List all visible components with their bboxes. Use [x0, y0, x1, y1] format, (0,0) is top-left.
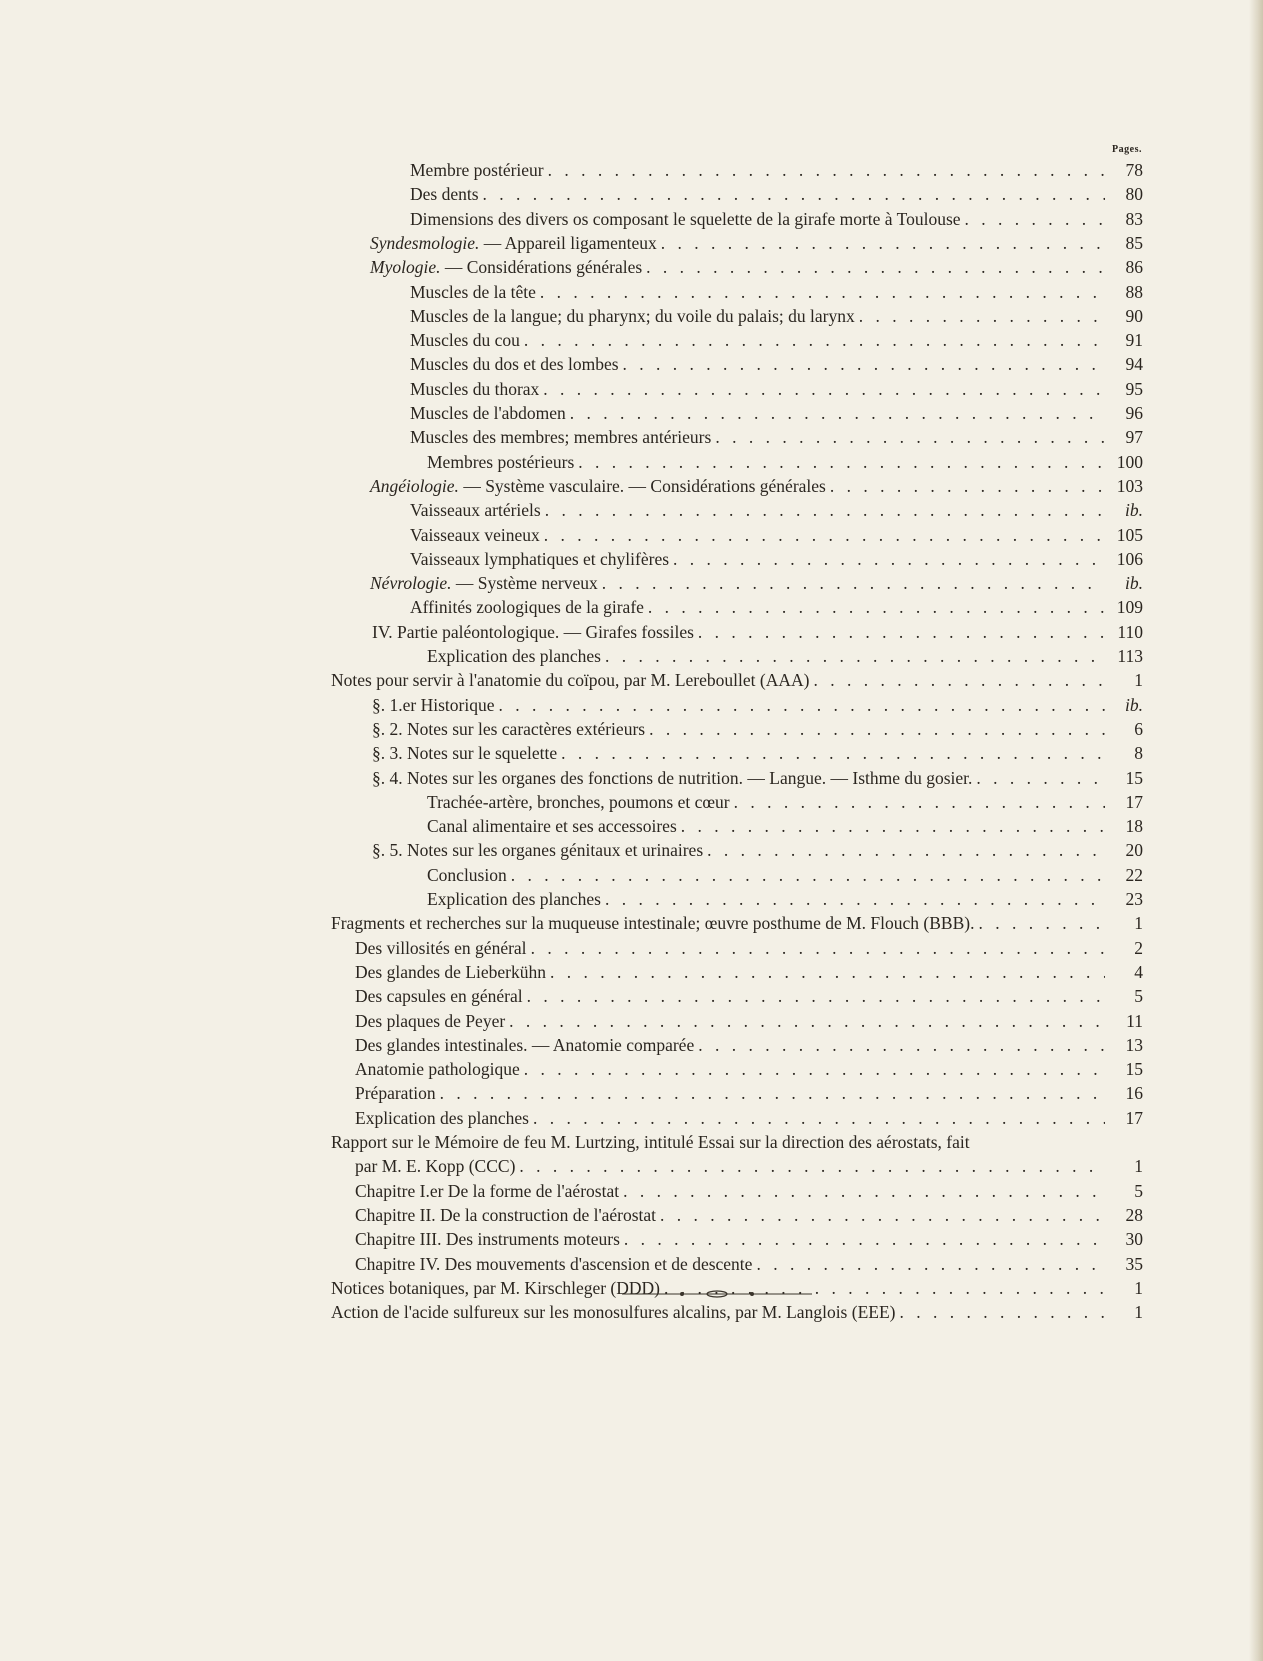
- dot-leader: [550, 960, 1105, 984]
- dot-leader: [649, 717, 1105, 741]
- toc-entry-page: 103: [1116, 475, 1143, 496]
- dot-leader: [548, 158, 1105, 182]
- toc-entry-title: Conclusion: [427, 864, 507, 885]
- dot-leader: [605, 887, 1105, 911]
- toc-entry-title: Chapitre II. De la construction de l'aérostat: [355, 1204, 657, 1225]
- dot-leader: [540, 280, 1105, 304]
- toc-entry-page: 80: [1125, 184, 1143, 205]
- toc-entry-page: 15: [1125, 1059, 1143, 1080]
- toc-entry-page: 106: [1116, 548, 1143, 569]
- toc-entry-title: Vaisseaux veineux: [410, 524, 540, 545]
- dot-leader: [646, 255, 1105, 279]
- dot-leader: [673, 547, 1105, 571]
- toc-entry: [355, 984, 1143, 1008]
- toc-entry: [410, 595, 1143, 619]
- toc-entry: [355, 1203, 1143, 1227]
- toc-entry: [410, 328, 1143, 352]
- toc-entry-page: 86: [1125, 257, 1143, 278]
- toc-entry-page: 13: [1125, 1034, 1143, 1055]
- toc-entry-page: 113: [1117, 646, 1143, 666]
- toc-entry: [427, 790, 1143, 814]
- toc-entry: [355, 1033, 1143, 1057]
- toc-entry-page: 94: [1125, 354, 1143, 375]
- toc-entry-title: §. 5. Notes sur les organes génitaux et urinaires: [372, 840, 704, 861]
- toc-entry: [410, 280, 1143, 304]
- toc-entry: [372, 766, 1143, 790]
- toc-entry-page: 91: [1125, 330, 1143, 351]
- toc-entry-page: 15: [1125, 767, 1143, 788]
- toc-entry-page: 30: [1125, 1229, 1143, 1250]
- dot-leader: [756, 1252, 1105, 1276]
- toc-entry-title: §. 1.er Historique: [372, 694, 495, 715]
- toc-entry-page: ib.: [1125, 500, 1143, 521]
- toc-entry: [427, 887, 1143, 911]
- toc-entry-title: Angéiologie. — Système vasculaire. — Considérations générales: [370, 475, 826, 496]
- dot-leader: [527, 984, 1105, 1008]
- toc-entry-title: Muscles de la langue; du pharynx; du voile du palais; du larynx: [410, 305, 855, 326]
- toc-entry: [372, 838, 1143, 862]
- toc-entry-page: 8: [1134, 743, 1143, 764]
- dot-leader: [570, 401, 1105, 425]
- toc-entry: [355, 1106, 1143, 1130]
- dot-leader: [707, 838, 1105, 862]
- toc-entry: [372, 693, 1143, 717]
- toc-entry-page: 5: [1134, 986, 1143, 1007]
- toc-entry-title: Des plaques de Peyer: [355, 1010, 506, 1031]
- toc-entry: [372, 717, 1143, 741]
- dot-leader: [734, 790, 1105, 814]
- toc-entry-title: Notices botaniques, par M. Kirschleger (DDD): [331, 1277, 661, 1298]
- dot-leader: [524, 328, 1105, 352]
- toc-entry: [410, 523, 1143, 547]
- toc-entry-title: Rapport sur le Mémoire de feu M. Lurtzing, intitulé Essai sur la direction des aérostats, fait: [331, 1132, 970, 1152]
- toc-entry-title: §. 4. Notes sur les organes des fonctions de nutrition. — Langue. — Isthme du gosier.: [372, 767, 973, 788]
- toc-entry-title: Explication des planches: [427, 889, 601, 909]
- toc-entry-title: Préparation: [355, 1083, 436, 1104]
- toc-entry-page: ib.: [1125, 573, 1143, 594]
- toc-entry: [427, 863, 1143, 887]
- toc-entry: [410, 158, 1143, 182]
- dot-leader: [533, 1106, 1105, 1130]
- toc-entry-page: 100: [1116, 451, 1143, 472]
- dot-leader: [519, 1154, 1105, 1178]
- dot-leader: [602, 571, 1105, 595]
- toc-entry: [370, 255, 1143, 279]
- toc-entry-page: 90: [1125, 305, 1143, 326]
- toc-entry-page: 1: [1134, 913, 1143, 934]
- toc-entry-title: Muscles du cou: [410, 330, 520, 351]
- dot-leader: [578, 450, 1105, 474]
- toc-entry: [355, 1081, 1143, 1105]
- toc-entry-title: Anatomie pathologique: [355, 1059, 520, 1080]
- toc-entry: [427, 814, 1143, 838]
- dot-leader: [859, 304, 1105, 328]
- dot-leader: [544, 523, 1105, 547]
- toc-entry: [355, 1154, 1143, 1178]
- dot-leader: [661, 231, 1105, 255]
- toc-entry-title: Fragments et recherches sur la muqueuse intestinale; œuvre posthume de M. Flouch (BBB).: [331, 913, 975, 934]
- toc-entry: [370, 231, 1143, 255]
- toc-entry-title: Des glandes intestinales. — Anatomie comparée: [355, 1034, 695, 1055]
- toc-entry-title: Chapitre III. Des instruments moteurs: [355, 1229, 620, 1250]
- dot-leader: [605, 644, 1105, 668]
- toc-entry: [410, 304, 1143, 328]
- toc-entry: [410, 547, 1143, 571]
- dot-leader: [976, 766, 1105, 790]
- toc-entry-page: 18: [1125, 816, 1143, 837]
- toc-entry: [331, 911, 1143, 935]
- toc-entry-title: IV. Partie paléontologique. — Girafes fossiles: [372, 621, 694, 642]
- toc-entry: [355, 1252, 1143, 1276]
- pages-column-label: Pages.: [1112, 144, 1142, 155]
- toc-entry-page: 17: [1125, 1107, 1143, 1128]
- dot-leader: [648, 595, 1105, 619]
- dot-leader: [561, 741, 1105, 765]
- toc-entry-title: Muscles de la tête: [410, 281, 536, 302]
- toc-entry-title: Action de l'acide sulfureux sur les monosulfures alcalins, par M. Langlois (EEE): [331, 1302, 896, 1323]
- toc-entry: [372, 620, 1143, 644]
- dot-leader: [830, 474, 1105, 498]
- dot-leader: [813, 668, 1105, 692]
- toc-entry-title: Chapitre IV. Des mouvements d'ascension et de descente: [355, 1253, 753, 1274]
- toc-entry-title: Trachée-artère, bronches, poumons et cœur: [427, 791, 730, 812]
- toc-entry-title: Canal alimentaire et ses accessoires: [427, 816, 677, 837]
- toc-entry-title: Muscles des membres; membres antérieurs: [410, 427, 712, 448]
- toc-entry-page: 83: [1125, 208, 1143, 229]
- toc-entry: [370, 474, 1143, 498]
- toc-entry-page: 20: [1125, 840, 1143, 861]
- toc-entry-page: 28: [1125, 1204, 1143, 1225]
- dot-leader: [624, 1227, 1105, 1251]
- toc-entry: [355, 1057, 1143, 1081]
- toc-entry: [410, 182, 1143, 206]
- toc-entry-title: Syndesmologie. — Appareil ligamenteux: [370, 232, 657, 253]
- toc-entry-page: 35: [1125, 1253, 1143, 1274]
- toc-entry-title: Notes pour servir à l'anatomie du coïpou, par M. Lereboullet (AAA): [331, 670, 810, 691]
- dot-leader: [698, 620, 1105, 644]
- toc-entry-page: 2: [1134, 937, 1143, 958]
- toc-entry-title: Membre postérieur: [410, 160, 544, 180]
- toc-entry-title: Dimensions des divers os composant le squelette de la girafe morte à Toulouse: [410, 208, 961, 229]
- toc-entry-page: 6: [1134, 718, 1143, 739]
- toc-entry-page: 16: [1125, 1083, 1143, 1104]
- toc-entry: [372, 741, 1143, 765]
- toc-entry-title: Muscles de l'abdomen: [410, 403, 566, 423]
- page-edge: [1249, 0, 1263, 1661]
- dot-leader: [511, 863, 1105, 887]
- toc-entry-page: 22: [1125, 864, 1143, 885]
- dot-leader: [899, 1300, 1105, 1324]
- dot-leader: [545, 498, 1105, 522]
- toc-entry-page: 5: [1134, 1180, 1143, 1201]
- toc-entry: [410, 498, 1143, 522]
- dot-leader: [524, 1057, 1105, 1081]
- dot-leader: [681, 814, 1105, 838]
- toc-entry: [427, 450, 1143, 474]
- toc-entry-title: Affinités zoologiques de la girafe: [410, 597, 644, 618]
- toc-entry-title: Vaisseaux artériels: [410, 500, 541, 521]
- toc-entry: [370, 571, 1143, 595]
- toc-entry: [331, 668, 1143, 692]
- toc-entry-title: Myologie. — Considérations générales: [370, 257, 643, 278]
- dot-leader: [440, 1081, 1105, 1105]
- toc-entry-title: Muscles du dos et des lombes: [410, 354, 619, 375]
- toc-entry-page: 17: [1125, 791, 1143, 812]
- dot-leader: [623, 352, 1105, 376]
- toc-entry-title: Névrologie. — Système nerveux: [370, 573, 598, 594]
- toc-entry: [355, 1009, 1143, 1033]
- dot-leader: [498, 693, 1105, 717]
- toc-entry: [331, 1130, 1143, 1154]
- toc-entry-page: 109: [1116, 597, 1143, 618]
- dot-leader: [623, 1179, 1105, 1203]
- toc-entry-page: 78: [1125, 160, 1143, 180]
- toc-entry-page: 97: [1125, 427, 1143, 448]
- toc-entry-title: Des capsules en général: [355, 986, 523, 1007]
- toc-entry-title: Des villosités en général: [355, 937, 527, 958]
- dot-leader: [531, 936, 1105, 960]
- toc-entry-title: Explication des planches: [427, 646, 601, 666]
- toc-entry: [355, 1227, 1143, 1251]
- toc-entry-title: par M. E. Kopp (CCC): [355, 1156, 516, 1177]
- toc-entry: [427, 644, 1143, 668]
- toc-entry-title: Explication des planches: [355, 1107, 529, 1128]
- dot-leader: [509, 1009, 1105, 1033]
- toc-entry-title: Muscles du thorax: [410, 378, 540, 399]
- toc-entry-page: 1: [1134, 1302, 1143, 1323]
- toc-entry: [410, 207, 1143, 231]
- toc-entry-page: 105: [1116, 524, 1143, 545]
- dot-leader: [715, 425, 1105, 449]
- toc-entry: [410, 425, 1143, 449]
- toc-entry-page: 88: [1125, 281, 1143, 302]
- toc-entry-page: 1: [1134, 670, 1143, 691]
- toc-entry: [331, 1300, 1143, 1324]
- end-ornament: [622, 1290, 812, 1298]
- dot-leader: [698, 1033, 1105, 1057]
- toc-entry: [355, 960, 1143, 984]
- toc-entry-page: ib.: [1125, 694, 1143, 715]
- toc-entry: [410, 401, 1143, 425]
- toc-entry-page: 110: [1117, 621, 1143, 642]
- toc-entry-page: 11: [1126, 1010, 1143, 1031]
- dot-leader: [543, 377, 1105, 401]
- toc-entry-title: Des glandes de Lieberkühn: [355, 961, 546, 982]
- toc-entry-page: 23: [1125, 889, 1143, 909]
- toc-entry-page: 1: [1134, 1156, 1143, 1177]
- toc-entry: [410, 352, 1143, 376]
- toc-entry-page: 4: [1134, 961, 1143, 982]
- toc-entry-page: 1: [1134, 1277, 1143, 1298]
- toc-entry-title: Des dents: [410, 184, 479, 205]
- toc-entry-title: Chapitre I.er De la forme de l'aérostat: [355, 1180, 620, 1201]
- toc-entry: [355, 1179, 1143, 1203]
- toc-entry-title: §. 3. Notes sur le squelette: [372, 743, 558, 764]
- toc-entry-page: 95: [1125, 378, 1143, 399]
- toc-entry-page: 85: [1125, 232, 1143, 253]
- toc-entry: [355, 936, 1143, 960]
- toc-entry-title: Vaisseaux lymphatiques et chylifères: [410, 548, 670, 569]
- toc-entry-title: §. 2. Notes sur les caractères extérieurs: [372, 718, 646, 739]
- dot-leader: [483, 182, 1105, 206]
- toc-entry: [410, 377, 1143, 401]
- dot-leader: [660, 1203, 1105, 1227]
- dot-leader: [965, 207, 1105, 231]
- toc-entry-page: 96: [1125, 403, 1143, 423]
- toc-entry-title: Membres postérieurs: [427, 451, 575, 472]
- dot-leader: [978, 911, 1105, 935]
